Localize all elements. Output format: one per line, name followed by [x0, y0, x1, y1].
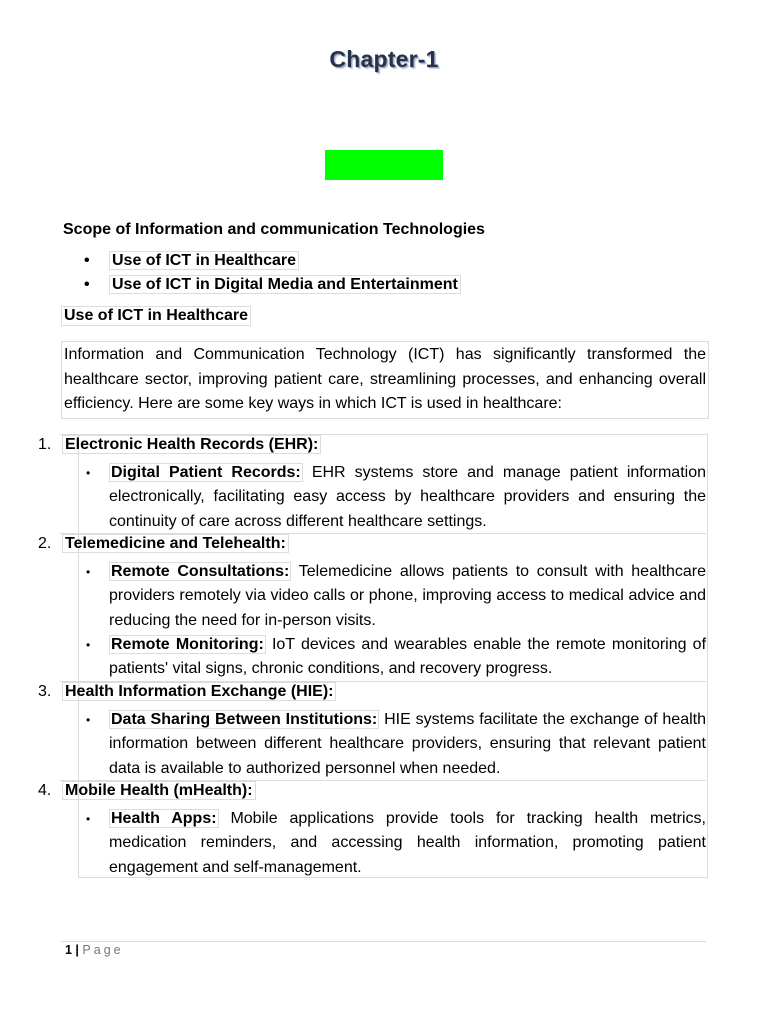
sub-item-text: Mobile applications provide tools for tracking health metrics, medication reminders, and accessing health information, promoting patient engagement and self-management.: [109, 810, 706, 876]
bullet-icon: •: [84, 252, 90, 269]
scope-bullet-label: Use of ICT in Digital Media and Entertainment: [109, 275, 461, 294]
item-number: 2.: [38, 535, 52, 552]
sub-item-text: HIE systems facilitate the exchange of health information between different healthcare providers, ensuring that relevant patient data is available to authorized personnel when needed.: [109, 711, 706, 777]
chapter-title: Chapter-1: [329, 46, 439, 72]
item-heading: Telemedicine and Telehealth:: [62, 534, 289, 553]
page-number: 1: [65, 943, 72, 957]
item-heading: Mobile Health (mHealth):: [62, 781, 256, 800]
item-heading: Health Information Exchange (HIE):: [62, 682, 336, 701]
sub-item: [86, 807, 706, 880]
item-number: 3.: [38, 683, 52, 700]
bullet-icon: •: [84, 276, 90, 293]
sub-item-text: IoT devices and wearables enable the remote monitoring of patients' vital signs, chronic conditions, and recovery progress.: [109, 636, 707, 678]
bullet-icon: •: [86, 713, 91, 727]
section-heading: Use of ICT in Healthcare: [61, 306, 251, 326]
item-heading: Electronic Health Records (EHR):: [62, 435, 321, 454]
scope-heading: Scope of Information and communication Technologies: [63, 221, 485, 238]
list-item: [38, 535, 289, 553]
sub-item-text: Telemedicine allows patients to consult with healthcare providers remotely via video calls or phone, improving access to medical advice and reducing the need for in-person visits.: [109, 563, 707, 629]
scope-bullet: [84, 276, 461, 294]
sub-item: [86, 708, 706, 781]
sub-item-label: Remote Monitoring:: [111, 636, 264, 653]
highlight-block: [325, 150, 443, 180]
list-item: [38, 782, 256, 800]
item-number: 4.: [38, 782, 52, 799]
page-label: Page: [82, 943, 124, 957]
bullet-icon: •: [86, 638, 91, 652]
page-footer: [65, 943, 124, 957]
intro-paragraph: Information and Communication Technology (ICT) has significantly transformed the healthcare sector, improving patient care, streamlining processes, and enhancing overall efficiency. Here are some key ways in which ICT is used in healthcare:: [61, 341, 709, 419]
scope-bullet-label: Use of ICT in Healthcare: [109, 251, 299, 270]
item-number: 1.: [38, 436, 52, 453]
sub-item-label: Digital Patient Records:: [111, 464, 301, 481]
bullet-icon: •: [86, 565, 91, 579]
sub-item: [86, 461, 706, 534]
page-separator: |: [71, 943, 83, 957]
sub-item: [86, 633, 706, 682]
sub-item-label: Health Apps:: [111, 810, 217, 827]
scope-bullet: [84, 252, 299, 270]
list-item: [38, 436, 321, 454]
bullet-icon: •: [86, 466, 91, 480]
sub-item-label: Remote Consultations:: [111, 563, 290, 580]
sub-item: [86, 560, 706, 633]
footer-divider: [61, 941, 706, 942]
bullet-icon: •: [86, 812, 91, 826]
sub-item-label: Data Sharing Between Institutions:: [111, 711, 378, 728]
list-item: [38, 683, 336, 701]
sub-item-text: EHR systems store and manage patient information electronically, facilitating easy access by healthcare providers and ensuring the continuity of care across different healthcare settings.: [109, 464, 707, 530]
